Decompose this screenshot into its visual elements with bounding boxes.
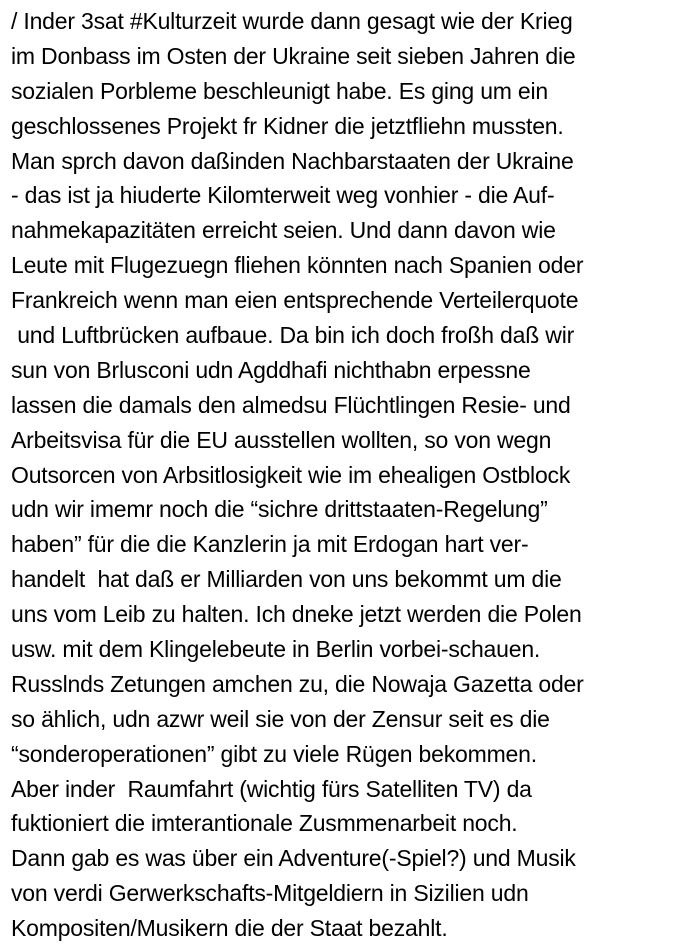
text-line: Russlnds Zetungen amchen zu, die Nowaja Gazetta oder bbox=[11, 670, 584, 697]
text-line: handelt hat daß er Milliarden von uns bekommt um die bbox=[11, 566, 562, 593]
text-line: Frankreich wenn man eien entsprechende Verteilerquote bbox=[11, 287, 579, 314]
text-line: so ählich, udn azwr weil sie von der Zensur seit es die bbox=[11, 705, 550, 732]
text-line: lassen die damals den almedsu Flüchtlingen Resie- und bbox=[11, 391, 571, 418]
text-line: Man sprch davon daßinden Nachbarstaaten der Ukraine bbox=[11, 147, 574, 174]
text-line: udn wir imemr noch die “sichre drittstaaten-Regelung” bbox=[11, 496, 548, 523]
text-line: haben” für die die Kanzlerin ja mit Erdogan hart ver- bbox=[11, 531, 529, 558]
text-line: sun von Brlusconi udn Agddhafi nichthabn erpessne bbox=[11, 356, 531, 383]
text-line: geschlossenes Projekt fr Kidner die jetztfliehn mussten. bbox=[11, 112, 564, 139]
text-line: Kompositen/Musikern die der Staat bezahlt. bbox=[11, 915, 448, 942]
text-line: / Inder 3sat #Kulturzeit wurde dann gesagt wie der Krieg bbox=[11, 8, 573, 34]
text-line: im Donbass im Osten der Ukraine seit sieben Jahren die bbox=[11, 42, 576, 69]
text-line: Aber inder Raumfahrt (wichtig fürs Satelliten TV) da bbox=[11, 775, 532, 802]
text-line: “sonderoperationen” gibt zu viele Rügen bekommen. bbox=[11, 740, 537, 767]
text-line: Leute mit Flugezuegn fliehen könnten nach Spanien oder bbox=[11, 252, 584, 279]
text-line: und Luftbrücken aufbaue. Da bin ich doch froßh daß wir bbox=[11, 322, 575, 349]
text-line: fuktioniert die imterantionale Zusmmenarbeit noch. bbox=[11, 810, 518, 837]
text-line: Dann gab es was über ein Adventure(-Spiel?) und Musik bbox=[11, 845, 576, 872]
text-line: Outsorcen von Arbsitlosigkeit wie im ehealigen Ostblock bbox=[11, 461, 571, 488]
text-line: Arbeitsvisa für die EU ausstellen wollten, so von wegn bbox=[11, 426, 552, 453]
text-line: uns vom Leib zu halten. Ich dneke jetzt werden die Polen bbox=[11, 601, 582, 628]
text-line: usw. mit dem Klingelebeute in Berlin vorbei-schauen. bbox=[11, 636, 541, 663]
text-line: nahmekapazitäten erreicht seien. Und dann davon wie bbox=[11, 217, 556, 244]
text-line: sozialen Porbleme beschleunigt habe. Es ging um ein bbox=[11, 77, 549, 104]
body-text bbox=[11, 4, 679, 946]
text-line: - das ist ja hiuderte Kilomterweit weg vonhier - die Auf- bbox=[11, 182, 555, 209]
text-line: von verdi Gerwerkschafts-Mitgeldiern in Sizilien udn bbox=[11, 880, 529, 907]
